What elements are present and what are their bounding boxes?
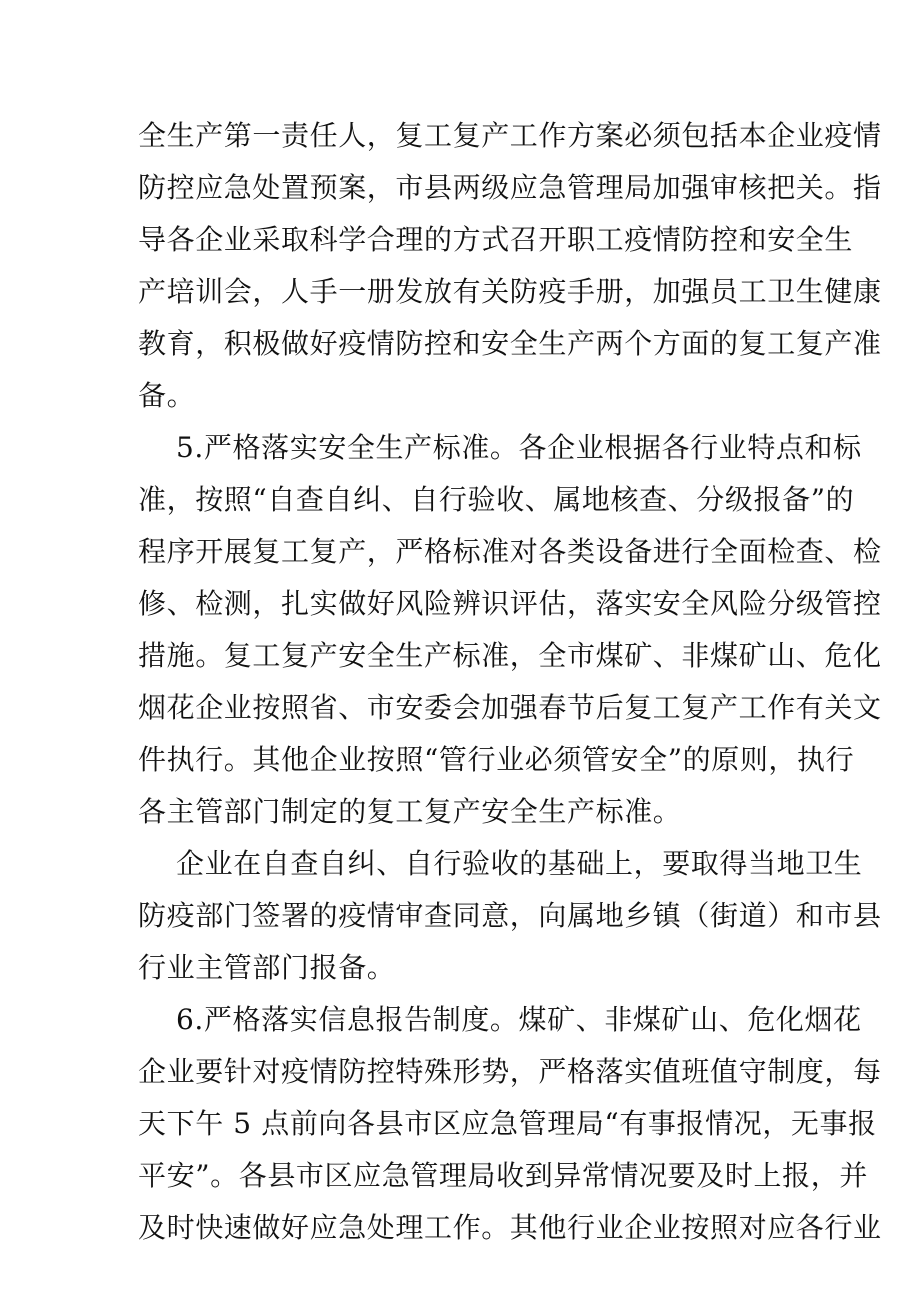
text-line: 导各企业采取科学合理的方式召开职工疫情防控和安全生 <box>138 223 854 256</box>
text-line: 及时快速做好应急处理工作。其他行业企业按照对应各行业 <box>138 1211 882 1244</box>
text-line: 备。 <box>138 379 196 412</box>
document-body <box>138 110 882 1254</box>
text-line: 6.严格落实信息报告制度。煤矿、非煤矿山、危化烟花 <box>138 1003 862 1036</box>
text-line: 烟花企业按照省、市安委会加强春节后复工复产工作有关文 <box>138 691 882 724</box>
text-line: 各主管部门制定的复工复产安全生产标准。 <box>138 795 682 828</box>
text-line: 防疫部门签署的疫情审查同意，向属地乡镇（街道）和市县 <box>138 899 882 932</box>
text-line: 企业在自查自纠、自行验收的基础上，要取得当地卫生 <box>138 847 863 880</box>
text-line: 件执行。其他企业按照“管行业必须管安全”的原则，执行 <box>138 743 855 776</box>
text-line: 措施。复工复产安全生产标准，全市煤矿、非煤矿山、危化 <box>138 639 882 672</box>
text-line: 全生产第一责任人，复工复产工作方案必须包括本企业疫情 <box>138 119 882 152</box>
text-line: 防控应急处置预案，市县两级应急管理局加强审核把关。指 <box>138 171 882 204</box>
text-line: 天下午 5 点前向各县市区应急管理局“有事报情况，无事报 <box>138 1107 877 1140</box>
text-line: 修、检测，扎实做好风险辨识评估，落实安全风险分级管控 <box>138 587 882 620</box>
text-line: 程序开展复工复产，严格标准对各类设备进行全面检查、检 <box>138 535 882 568</box>
text-line: 企业要针对疫情防控特殊形势，严格落实值班值守制度，每 <box>138 1055 882 1088</box>
text-line: 5.严格落实安全生产标准。各企业根据各行业特点和标 <box>138 431 862 464</box>
text-line: 行业主管部门报备。 <box>138 951 396 984</box>
text-line: 教育，积极做好疫情防控和安全生产两个方面的复工复产准 <box>138 327 882 360</box>
text-line: 准，按照“自查自纠、自行验收、属地核查、分级报备”的 <box>138 483 855 516</box>
text-line: 产培训会，人手一册发放有关防疫手册，加强员工卫生健康 <box>138 275 882 308</box>
text-line: 平安”。各县市区应急管理局收到异常情况要及时上报，并 <box>138 1159 868 1192</box>
